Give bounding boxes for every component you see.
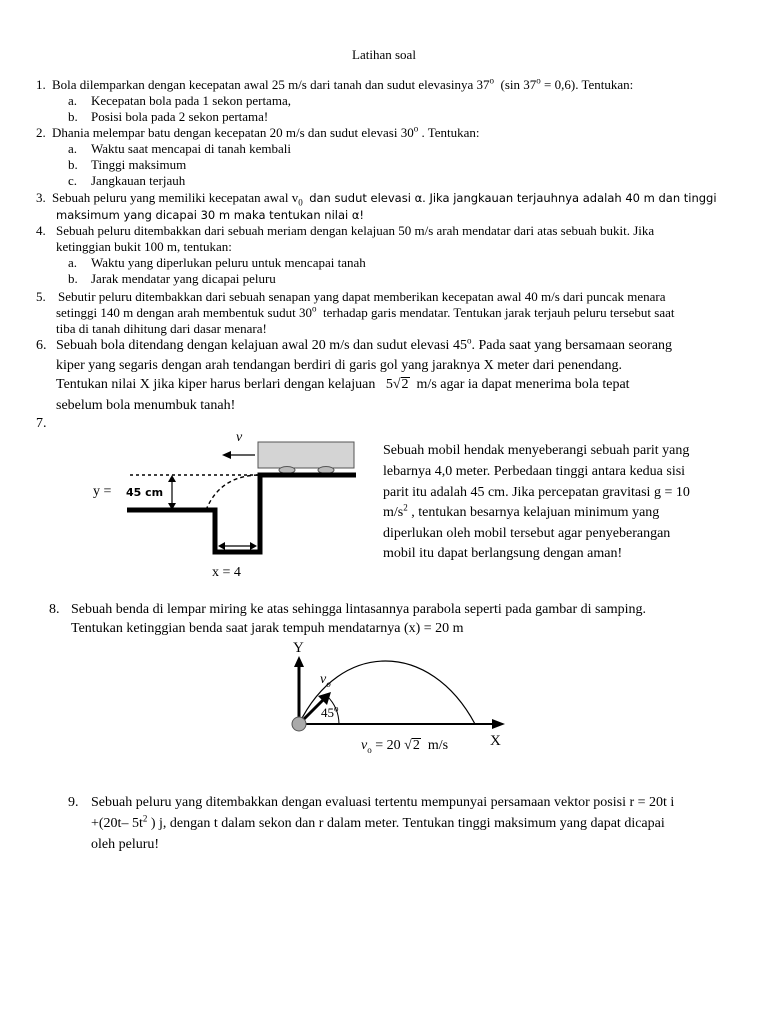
question-text-line: ketinggian bukit 100 m, tentukan: xyxy=(56,239,232,254)
question-text: Sebuah peluru ditembakkan dari sebuah meriam dengan kelajuan 50 m/s arah mendatar dari atas sebuah bukit. Jika xyxy=(56,223,655,238)
ditch-figure xyxy=(80,428,380,588)
question-number: 7. xyxy=(36,416,47,431)
car-wheel xyxy=(318,467,334,474)
item-text: Tinggi maksimum xyxy=(91,157,187,172)
question-text: Sebuah bola ditendang dengan kelajuan awal 20 m/s dan sudut elevasi 45$^o$. Pada saat yang bersamaan seorang xyxy=(56,335,673,353)
question-text: Sebutir peluru ditembakkan dari sebuah senapan yang dapat memberikan kecepatan awal 40 m/s dari puncak menara xyxy=(58,289,666,304)
question-number: 6. xyxy=(36,338,47,353)
coefficient: 5 xyxy=(385,377,393,392)
question-number: 3. xyxy=(36,190,46,205)
question-text: Dhania melempar batu dengan kecepatan 20 m/s dan sudut elevasi 30$^o$ . Tentukan: xyxy=(52,123,480,140)
car-body xyxy=(258,442,354,468)
question-text-line: mobil itu dapat berlangsung dengan aman! xyxy=(383,546,623,561)
x-axis-label: X xyxy=(490,733,501,749)
question-text-line: kiper yang segaris dengan arah tendangan berdiri di garis gol yang jaraknya X meter dari penendang. xyxy=(56,358,623,373)
item-label: b. xyxy=(68,109,78,124)
question-text-line: tiba di tanah dihitung dari dasar menara! xyxy=(56,321,267,336)
item-text: Waktu saat mencapai di tanah kembali xyxy=(91,141,292,156)
question-number: 4. xyxy=(36,223,46,238)
item-text: Kecepatan bola pada 1 sekon pertama, xyxy=(91,93,291,108)
velocity-arrowhead xyxy=(222,451,231,459)
projectile-figure xyxy=(285,650,515,750)
question-text-line: Sebuah mobil hendak menyeberangi sebuah parit yang xyxy=(383,443,690,458)
question-text-line: lebarnya 4,0 meter. Perbedaan tinggi antara kedua sisi xyxy=(383,464,686,479)
item-label: c. xyxy=(68,173,78,188)
item-label: a. xyxy=(68,141,78,156)
question-text-line: +(20t– $5t^2$ ) j, dengan t dalam sekon dan r dalam meter. Tentukan tinggi maksimum yang dapat dicapai xyxy=(91,813,665,831)
page-title: Latihan soal xyxy=(352,47,416,62)
question-number: 1. xyxy=(36,77,46,92)
height-value: 45 cm xyxy=(126,486,164,499)
question-number: 8. xyxy=(49,602,60,617)
item-text: Posisi bola pada 2 sekon pertama! xyxy=(91,109,269,124)
ball xyxy=(292,717,306,731)
question-number: 2. xyxy=(36,125,46,140)
question-text-line: diperlukan oleh mobil tersebut agar penyeberangan xyxy=(383,526,671,541)
item-text: Jarak mendatar yang dicapai peluru xyxy=(91,271,276,286)
angle-label: 45$^o$ xyxy=(321,703,339,720)
velocity-label: v xyxy=(236,430,243,445)
trajectory xyxy=(206,475,258,510)
question-text-line: $m/s^2$ , tentukan besarnya kelajuan minimum yang xyxy=(383,502,660,520)
question-number: 5. xyxy=(36,289,46,304)
question-text: Sebuah benda di lempar miring ke atas sehingga lintasannya parabola seperti pada gambar di samping. xyxy=(71,602,646,617)
velocity-label: $v_o$ xyxy=(320,672,331,689)
root-value: 2 xyxy=(401,377,409,392)
y-axis-label: Y xyxy=(293,640,304,656)
question-text-line: sebelum bola menumbuk tanah! xyxy=(56,398,236,413)
width-label: x = 4 xyxy=(212,565,241,580)
item-label: b. xyxy=(68,157,78,172)
question-number: 9. xyxy=(68,795,79,810)
question-text-line: Tentukan nilai X jika kiper harus berlari dengan kelajuan 5√2 m/s agar ia dapat menerima bola tepat xyxy=(56,377,630,392)
item-label: a. xyxy=(68,93,78,108)
item-label: b. xyxy=(68,271,78,286)
height-label: y = xyxy=(93,484,112,499)
question-text-line: oleh peluru! xyxy=(91,837,160,852)
question-text-line: maksimum yang dicapai 30 m maka tentukan nilai α! xyxy=(56,208,365,222)
velocity-equation: $v_o = 20$ √2 m/s xyxy=(361,738,449,755)
car-wheel xyxy=(279,467,295,474)
question-text: Sebuah peluru yang memiliki kecepatan awal $v_0$ dan sudut elevasi α. Jika jangkauan terjauhnya adalah 40 m dan tinggi xyxy=(52,190,717,208)
item-text: Jangkauan terjauh xyxy=(91,173,186,188)
question-text: Bola dilemparkan dengan kecepatan awal 25 m/s dari tanah dan sudut elevasinya 37$^o$ (sin $37^o = 0,6$). Tentukan: xyxy=(52,75,634,92)
question-text-line: parit itu adalah 45 cm. Jika percepatan gravitasi g = 10 xyxy=(383,485,690,500)
item-text: Waktu yang diperlukan peluru untuk mencapai tanah xyxy=(91,255,366,270)
question-text-line: setinggi 140 m dengan arah membentuk sudut 30$^o$ terhadap garis mendatar. Tentukan jarak terjauh peluru tersebut saat xyxy=(56,303,675,320)
question-text: Sebuah peluru yang ditembakkan dengan evaluasi tertentu mempunyai persamaan vektor posisi r = 20t i xyxy=(91,795,675,810)
question-text-line: Tentukan ketinggian benda saat jarak tempuh mendatarnya (x) = 20 m xyxy=(71,621,464,636)
item-label: a. xyxy=(68,255,78,270)
